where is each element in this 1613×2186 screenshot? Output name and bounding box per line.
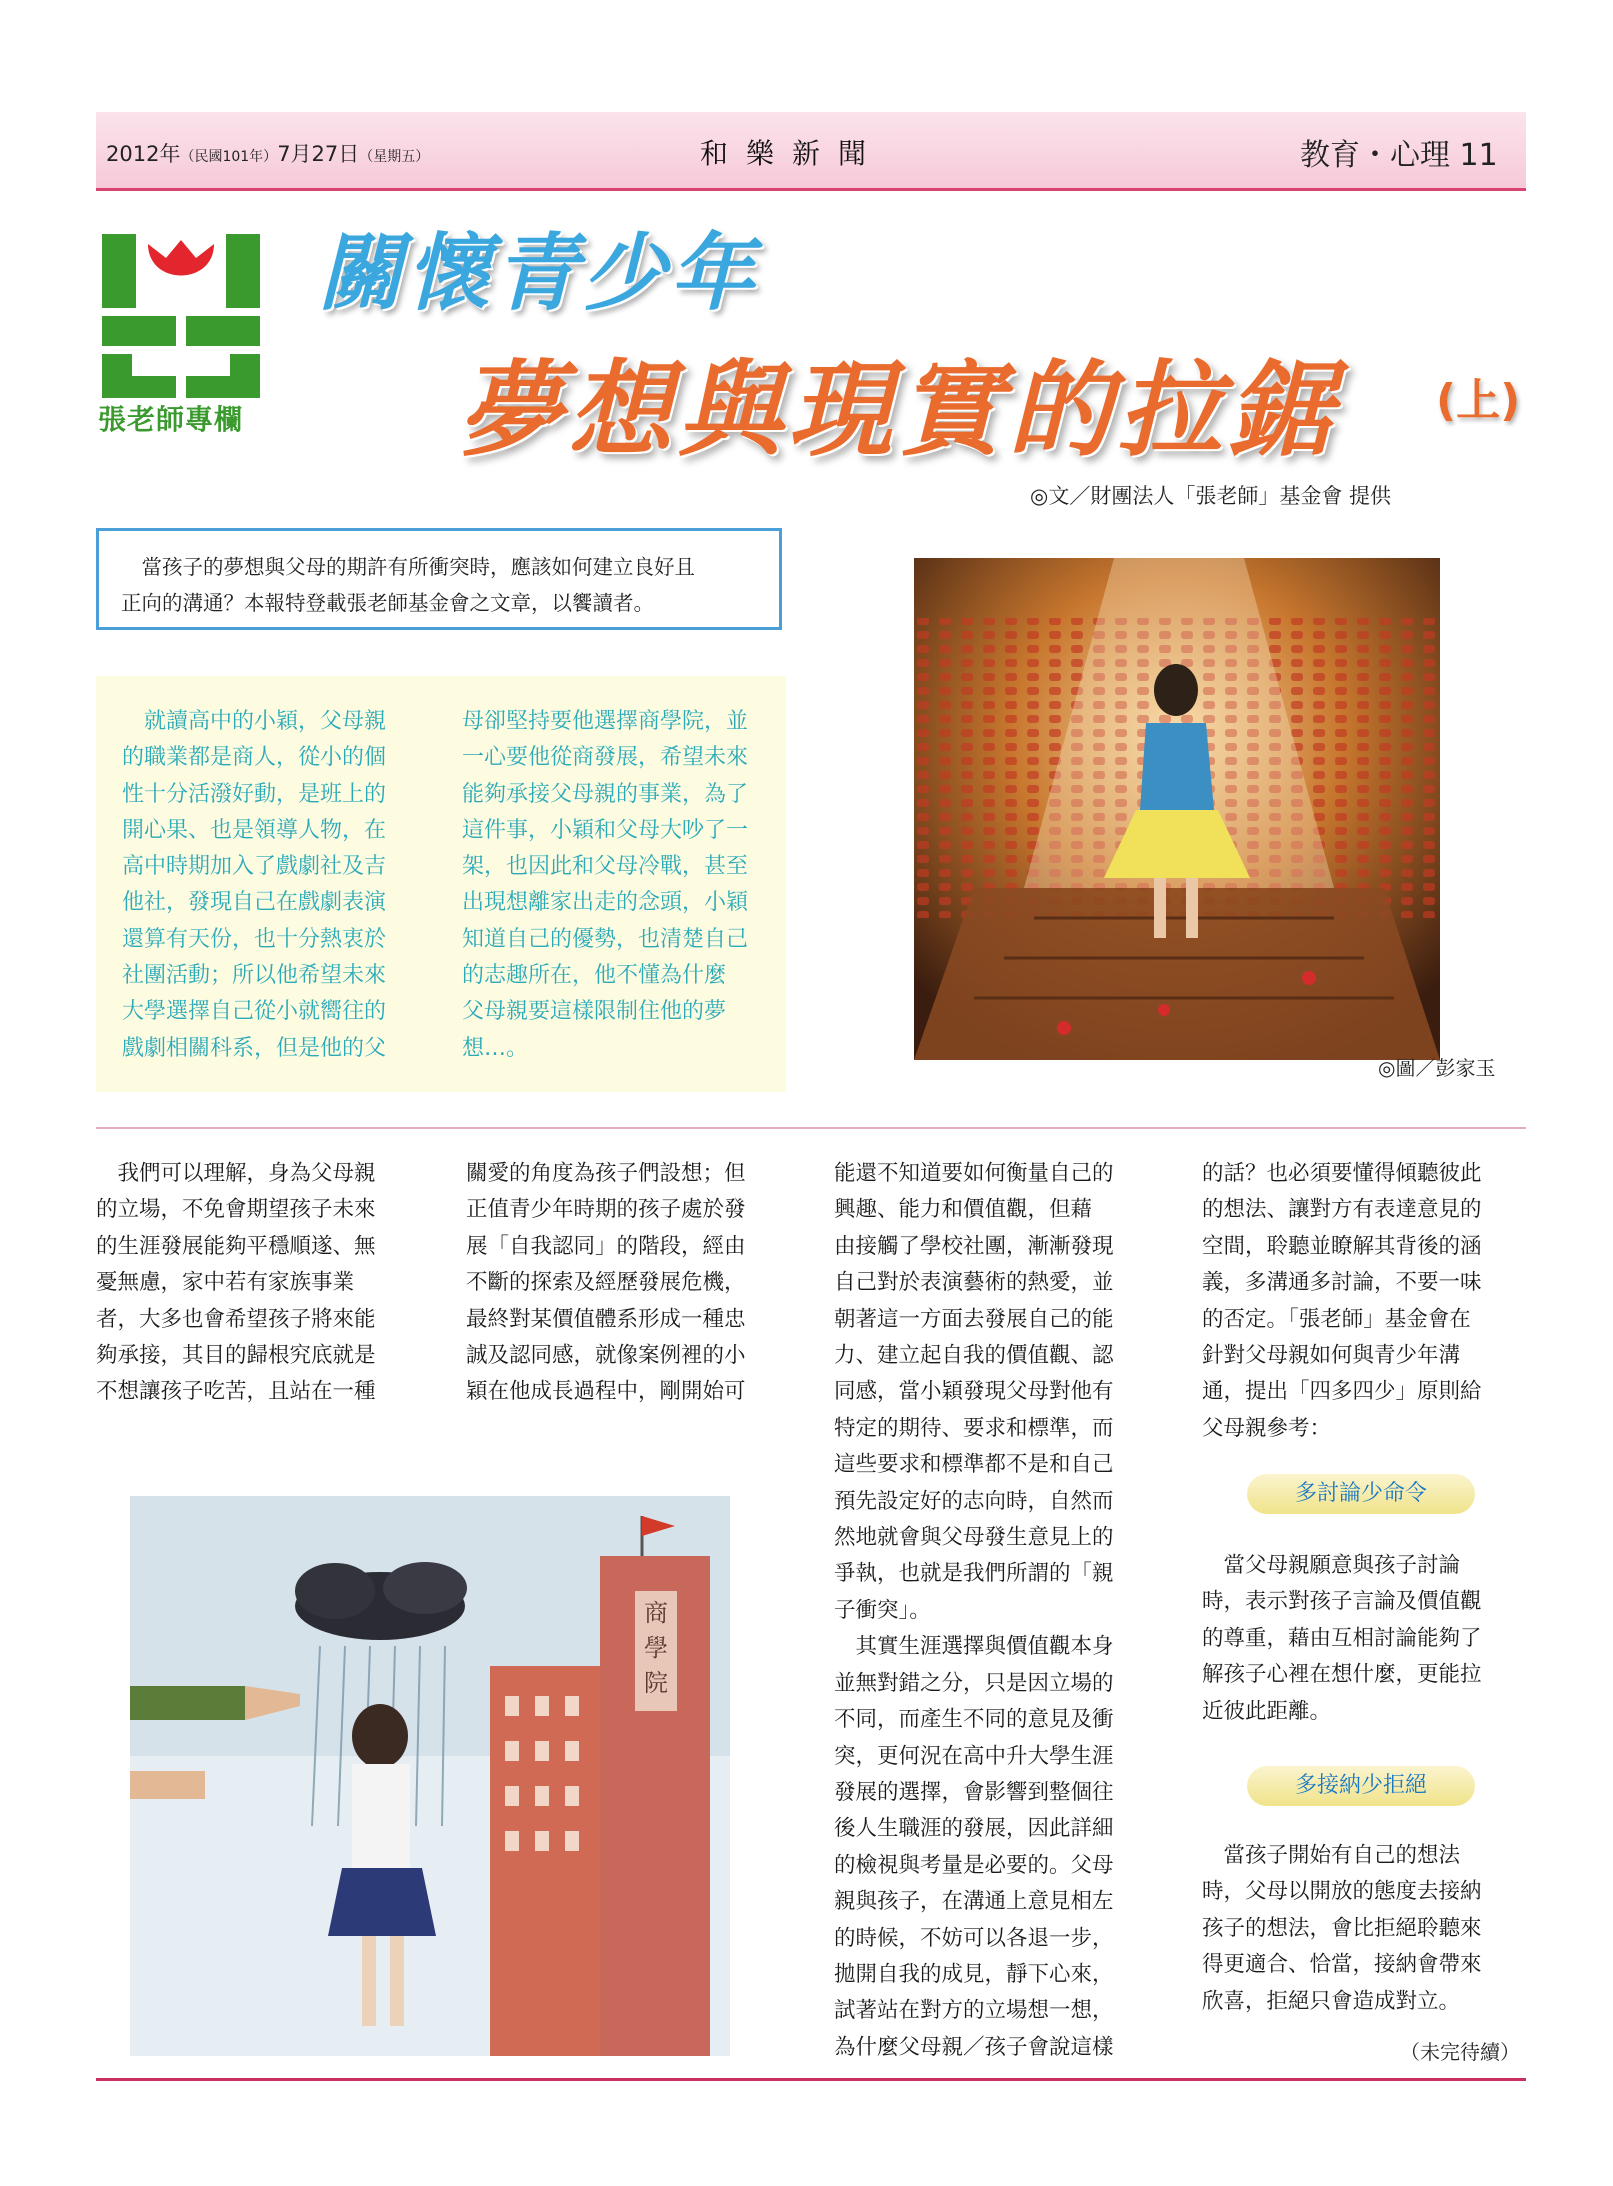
story-column-1 [122, 704, 386, 1067]
story-line: 架，也因此和父母冷戰，甚至 [462, 854, 749, 880]
intro-line: 當孩子的夢想與父母的期許有所衝突時，應該如何建立良好且 [121, 555, 695, 579]
date-day: 7月27日 [277, 142, 360, 166]
intro-box [96, 528, 782, 630]
body-line: 親與孩子，在溝通上意見相左 [834, 1889, 1114, 1915]
story-line: 一心要他從商發展，希望未來 [462, 745, 749, 771]
story-line: 性十分活潑好動，是班上的 [122, 781, 387, 807]
body-line: 義，多溝通多討論，不要一味 [1202, 1270, 1482, 1296]
intro-line: 正向的溝通？本報特登載張老師基金會之文章，以饗讀者。 [121, 591, 654, 615]
body-line: 的否定。「張老師」基金會在 [1202, 1306, 1471, 1332]
body-column-4a [1202, 1156, 1482, 1447]
story-line: 高中時期加入了戲劇社及吉 [122, 854, 387, 880]
story-line: 母卻堅持要他選擇商學院，並 [462, 709, 749, 734]
body-line: 不同，而產生不同的意見及衝 [834, 1707, 1114, 1733]
body-line: 針對父母親如何與青少年溝 [1202, 1343, 1461, 1369]
body-line: 的時候，不妨可以各退一步， [834, 1925, 1114, 1951]
body-line: 力、建立起自我的價值觀、認 [834, 1343, 1114, 1369]
body-line: 我們可以理解，身為父母親 [96, 1161, 376, 1186]
body-line: 近彼此距離。 [1202, 1698, 1332, 1724]
stage-illustration [914, 558, 1440, 1060]
subhead-discuss: 多討論少命令 [1247, 1474, 1475, 1514]
story-line: 能夠承接父母親的事業，為了 [462, 781, 749, 807]
section-divider [96, 1127, 1526, 1129]
building-sign-char: 學 [644, 1634, 668, 1662]
body-line: 夠承接，其目的歸根究底就是 [96, 1343, 376, 1369]
body-column-1 [96, 1156, 376, 1411]
story-line: 父母親要這樣限制住他的夢 [462, 999, 727, 1025]
issue-date [106, 138, 429, 168]
body-line: 突，更何況在高中升大學生涯 [834, 1743, 1114, 1769]
title-line-2: 夢想與現實的拉鋸 [458, 349, 1339, 471]
body-line: 由接觸了學校社團，漸漸發現 [834, 1233, 1114, 1259]
body-line: 然地就會與父母發生意見上的 [834, 1525, 1114, 1551]
body-line: 當孩子開始有自己的想法 [1202, 1843, 1461, 1868]
body-line: 自己對於表演藝術的熱愛，並 [834, 1270, 1114, 1296]
body-line: 並無對錯之分，只是因立場的 [834, 1670, 1114, 1696]
date-weekday: （星期五） [359, 149, 430, 165]
body-line: 不想讓孩子吃苦，且站在一種 [96, 1379, 376, 1405]
body-line: 者，大多也會希望孩子將來能 [96, 1306, 376, 1332]
to-be-continued: （未完待續） [1400, 2040, 1520, 2064]
body-line: 興趣、能力和價值觀，但藉 [834, 1197, 1093, 1223]
body-line: 通，提出「四多四少」原則給 [1202, 1379, 1482, 1405]
body-line: 的話？也必須要懂得傾聽彼此 [1202, 1161, 1482, 1186]
building-sign-char: 商 [644, 1599, 668, 1627]
illustration-credit: ◎圖／彭家玉 [1378, 1056, 1496, 1080]
body-line: 發展的選擇，會影響到整個往 [834, 1779, 1114, 1805]
story-line: 想…。 [462, 1035, 529, 1061]
body-line: 同感，當小穎發現父母對他有 [834, 1379, 1114, 1405]
story-line: 就讀高中的小穎，父母親 [122, 709, 387, 734]
body-line: 得更適合、恰當，接納會帶來 [1202, 1952, 1482, 1978]
body-line: 最終對某價值體系形成一種忠 [466, 1306, 746, 1332]
body-line: 的想法、讓對方有表達意見的 [1202, 1197, 1482, 1223]
body-line: 的尊重，藉由互相討論能夠了 [1202, 1625, 1482, 1651]
story-line: 他社，發現自己在戲劇表演 [122, 890, 387, 916]
title-part-marker: (上) [1436, 375, 1521, 426]
body-line: 穎在他成長過程中，剛開始可 [466, 1379, 746, 1405]
body-line: 誠及認同感，就像案例裡的小 [466, 1343, 746, 1369]
body-line: 關愛的角度為孩子們設想；但 [466, 1161, 746, 1186]
header-rule [96, 188, 1526, 191]
paper-name: 和樂新聞 [700, 137, 885, 170]
body-line: 解孩子心裡在想什麼，更能拉 [1202, 1662, 1482, 1688]
body-line: 不斷的探索及經歷發展危機， [466, 1270, 746, 1296]
story-line: 的職業都是商人，從小的個 [122, 745, 387, 771]
body-line: 特定的期待、要求和標準，而 [834, 1415, 1114, 1441]
body-line: 當父母親願意與孩子討論 [1202, 1553, 1461, 1578]
story-line: 的志趣所在，他不懂為什麼 [462, 963, 727, 989]
body-column-4b [1202, 1548, 1482, 1730]
column-name: 張老師專欄 [98, 403, 244, 436]
body-line: 孩子的想法，會比拒絕聆聽來 [1202, 1915, 1482, 1941]
date-roc: （民國101年） [180, 149, 278, 165]
body-line: 的檢視與考量是必要的。父母 [834, 1852, 1114, 1878]
zhang-laoshi-logo-icon [96, 226, 266, 426]
body-line: 為什麼父母親／孩子會說這樣 [834, 2034, 1114, 2060]
body-line: 預先設定好的志向時，自然而 [834, 1488, 1114, 1514]
building-sign-char: 院 [644, 1669, 668, 1697]
rain-cloud-illustration [130, 1496, 730, 2056]
subhead-accept: 多接納少拒絕 [1247, 1766, 1475, 1806]
body-line: 憂無慮，家中若有家族事業 [96, 1270, 355, 1296]
title-line-1: 關懷青少年 [318, 224, 759, 322]
footer-rule [96, 2078, 1526, 2081]
body-column-3 [834, 1156, 1114, 2066]
body-line: 拋開自我的成見，靜下心來， [834, 1961, 1114, 1987]
body-line: 展「自我認同」的階段，經由 [466, 1233, 746, 1259]
story-line: 大學選擇自己從小就嚮往的 [122, 999, 387, 1025]
body-line: 試著站在對方的立場想一想， [834, 1998, 1114, 2024]
body-column-2 [466, 1156, 746, 1411]
body-line: 其實生涯選擇與價值觀本身 [834, 1634, 1114, 1660]
story-line: 知道自己的優勢，也清楚自己 [462, 926, 749, 952]
date-year: 2012年 [106, 142, 181, 166]
body-line: 的生涯發展能夠平穩順遂、無 [96, 1233, 376, 1259]
story-column-2 [462, 704, 748, 1067]
story-line: 還算有天份，也十分熱衷於 [122, 926, 387, 952]
body-line: 爭執，也就是我們所謂的「親 [834, 1561, 1114, 1587]
body-line: 父母親參考： [1202, 1415, 1332, 1441]
body-line: 欣喜，拒絕只會造成對立。 [1202, 1988, 1461, 2014]
body-line: 朝著這一方面去發展自己的能 [834, 1306, 1114, 1332]
body-line: 子衝突」。 [834, 1597, 931, 1623]
story-line: 這件事，小穎和父母大吵了一 [462, 817, 749, 843]
body-line: 這些要求和標準都不是和自己 [834, 1452, 1114, 1478]
body-line: 時，父母以開放的態度去接納 [1202, 1879, 1482, 1905]
story-line: 出現想離家出走的念頭，小穎 [462, 890, 749, 916]
story-line: 戲劇相關科系，但是他的父 [122, 1035, 387, 1061]
body-line: 時，表示對孩子言論及價值觀 [1202, 1589, 1482, 1615]
body-line: 後人生職涯的發展，因此詳細 [834, 1816, 1114, 1842]
story-line: 開心果、也是領導人物，在 [122, 817, 387, 843]
body-column-4c [1202, 1838, 1482, 2020]
body-line: 的立場，不免會期望孩子未來 [96, 1197, 376, 1223]
body-line: 正值青少年時期的孩子處於發 [466, 1197, 746, 1223]
body-line: 能還不知道要如何衡量自己的 [834, 1161, 1114, 1186]
author-credit: ◎文／財團法人「張老師」基金會 提供 [1030, 484, 1391, 508]
body-line: 空間，聆聽並瞭解其背後的涵 [1202, 1233, 1482, 1259]
case-story-box [96, 676, 786, 1092]
story-line: 社團活動；所以他希望未來 [122, 963, 387, 989]
section-label: 教育・心理 11 [1300, 138, 1498, 173]
